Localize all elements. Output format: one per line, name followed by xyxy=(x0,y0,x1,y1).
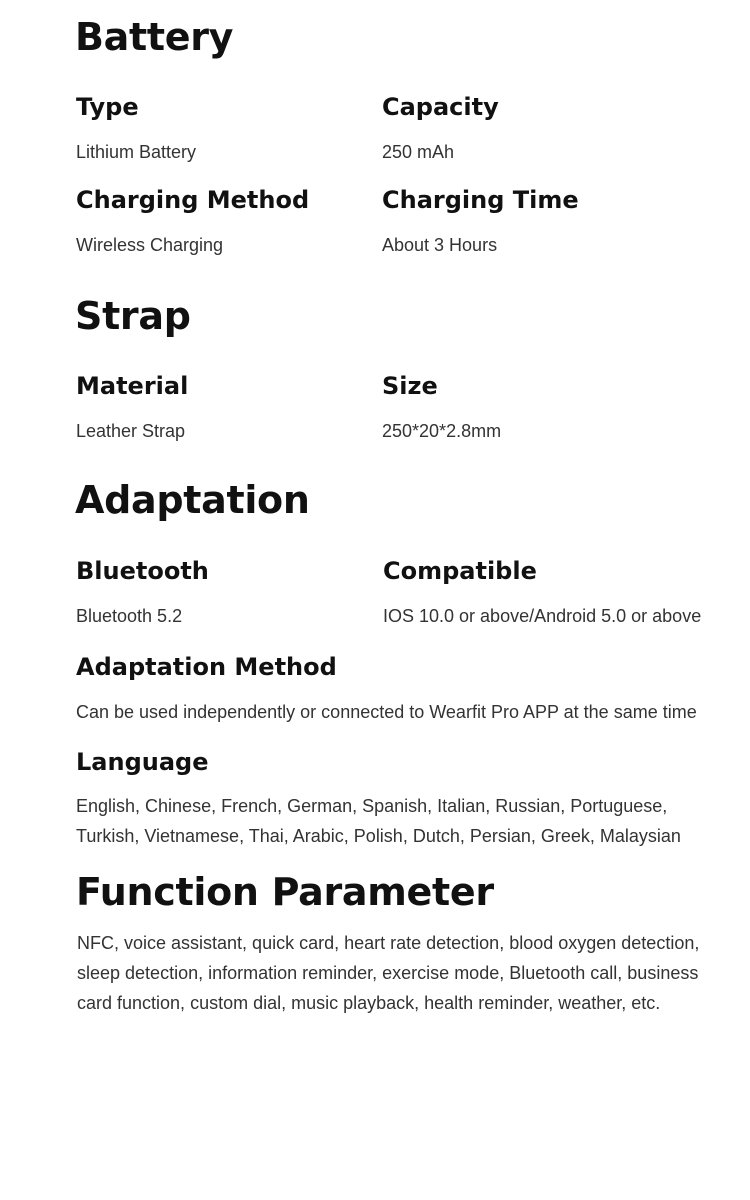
language-line: Turkish, Vietnamese, Thai, Arabic, Polish, Dutch, Persian, Greek, Malaysian xyxy=(76,826,681,846)
battery-section-title: Battery xyxy=(75,15,234,59)
strap-section-title: Strap xyxy=(75,294,191,338)
function-parameter-title: Function Parameter xyxy=(76,870,494,914)
charging-time-value: About 3 Hours xyxy=(382,235,498,255)
bluetooth-label: Bluetooth xyxy=(76,557,209,585)
language-list xyxy=(76,791,736,851)
language-line: English, Chinese, French, German, Spanish, Italian, Russian, Portuguese, xyxy=(76,796,668,816)
charging-method-value: Wireless Charging xyxy=(76,235,224,255)
size-value: 250*20*2.8mm xyxy=(382,421,502,441)
capacity-value: 250 mAh xyxy=(382,142,455,162)
function-line: NFC, voice assistant, quick card, heart rate detection, blood oxygen detection, xyxy=(77,933,700,953)
size-label: Size xyxy=(382,372,438,400)
function-line: card function, custom dial, music playback, health reminder, weather, etc. xyxy=(77,993,661,1013)
function-parameter-text xyxy=(77,928,742,1018)
adaptation-method-label: Adaptation Method xyxy=(76,653,337,681)
language-label: Language xyxy=(76,748,209,776)
type-value: Lithium Battery xyxy=(76,142,197,162)
function-line: sleep detection, information reminder, exercise mode, Bluetooth call, business xyxy=(77,963,699,983)
charging-method-label: Charging Method xyxy=(76,186,310,214)
compatible-value: IOS 10.0 or above/Android 5.0 or above xyxy=(383,606,702,626)
type-label: Type xyxy=(76,93,139,121)
charging-time-label: Charging Time xyxy=(382,186,579,214)
capacity-label: Capacity xyxy=(382,93,499,121)
adaptation-method-value: Can be used independently or connected to Wearfit Pro APP at the same time xyxy=(76,702,697,722)
material-value: Leather Strap xyxy=(76,421,186,441)
compatible-label: Compatible xyxy=(383,557,537,585)
adaptation-section-title: Adaptation xyxy=(75,478,310,522)
material-label: Material xyxy=(76,372,189,400)
bluetooth-value: Bluetooth 5.2 xyxy=(76,606,183,626)
